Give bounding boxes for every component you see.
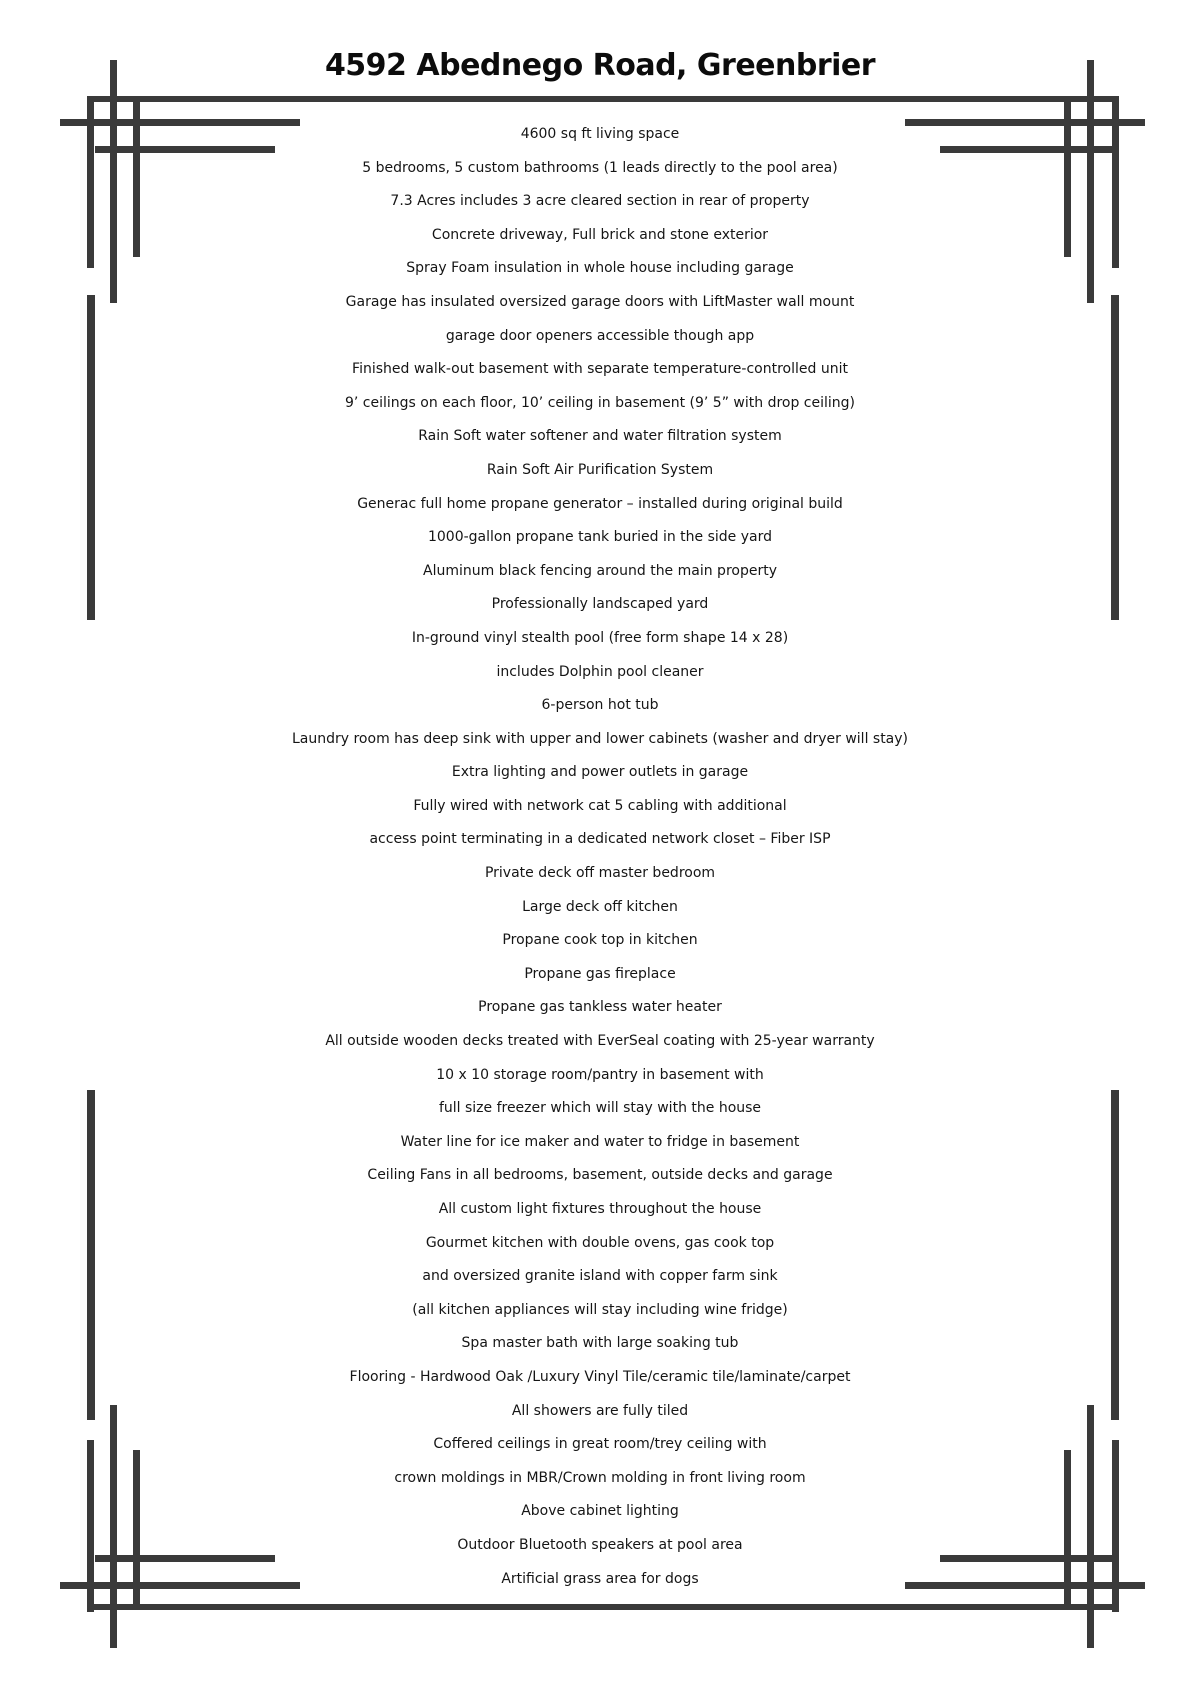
feature-line: All custom light fixtures throughout the house [438, 1201, 762, 1217]
feature-line: 1000-gallon propane tank buried in the side yard [427, 529, 772, 546]
feature-line: access point terminating in a dedicated network closet – Fiber ISP [369, 831, 831, 848]
feature-line: Rain Soft Air Purification System [486, 461, 714, 478]
feature-line: Gourmet kitchen with double ovens, gas cook top [425, 1234, 775, 1251]
feature-line: 5 bedrooms, 5 custom bathrooms (1 leads directly to the pool area) [362, 159, 838, 176]
feature-line: Outdoor Bluetooth speakers at pool area [457, 1536, 743, 1553]
feature-line: crown moldings in MBR/Crown molding in front living room [394, 1469, 806, 1486]
feature-line: Propane gas fireplace [524, 965, 676, 982]
feature-line: Flooring - Hardwood Oak /Luxury Vinyl Tile/ceramic tile/laminate/carpet [349, 1368, 851, 1385]
feature-line: Finished walk-out basement with separate temperature-controlled unit [352, 361, 848, 378]
feature-line: garage door openers accessible though app [445, 327, 755, 344]
feature-line: 9’ ceilings on each floor, 10’ ceiling in basement (9’ 5” with drop ceiling) [344, 394, 856, 411]
feature-line: In-ground vinyl stealth pool (free form shape 14 x 28) [411, 629, 789, 646]
feature-line: Rain Soft water softener and water filtration system [418, 428, 782, 445]
feature-line: 4600 sq ft living space [520, 126, 680, 142]
feature-line: All showers are fully tiled [511, 1402, 689, 1419]
feature-line: 7.3 Acres includes 3 acre cleared section in rear of property [390, 193, 810, 210]
feature-line: Fully wired with network cat 5 cabling with additional [413, 797, 787, 814]
feature-line: (all kitchen appliances will stay including wine fridge) [412, 1301, 788, 1318]
feature-line: and oversized granite island with copper farm sink [422, 1268, 778, 1285]
feature-line: Ceiling Fans in all bedrooms, basement, outside decks and garage [367, 1167, 833, 1184]
feature-line: Large deck off kitchen [522, 898, 678, 915]
feature-line: includes Dolphin pool cleaner [496, 663, 704, 680]
feature-line: Water line for ice maker and water to fridge in basement [400, 1133, 800, 1150]
feature-line: All outside wooden decks treated with EverSeal coating with 25-year warranty [325, 1033, 875, 1050]
feature-line: Private deck off master bedroom [484, 865, 716, 882]
feature-line: Generac full home propane generator – installed during original build [357, 495, 843, 512]
feature-line: Propane gas tankless water heater [478, 999, 722, 1016]
feature-list [0, 118, 1200, 1596]
feature-line: Aluminum black fencing around the main property [423, 562, 777, 579]
feature-line: Laundry room has deep sink with upper and lower cabinets (washer and dryer will stay) [291, 730, 909, 747]
feature-line: Spray Foam insulation in whole house including garage [406, 260, 794, 277]
feature-line: Garage has insulated oversized garage doors with LiftMaster wall mount [345, 293, 855, 310]
feature-line: Extra lighting and power outlets in garage [451, 764, 749, 781]
feature-line: Spa master bath with large soaking tub [461, 1335, 739, 1352]
feature-line: 10 x 10 storage room/pantry in basement with [436, 1066, 764, 1083]
feature-line: Propane cook top in kitchen [502, 932, 698, 949]
feature-line: 6-person hot tub [541, 697, 659, 714]
feature-line: full size freezer which will stay with the house [438, 1100, 762, 1117]
feature-line: Coffered ceilings in great room/trey ceiling with [433, 1436, 767, 1453]
feature-line: Above cabinet lighting [521, 1503, 679, 1520]
property-address-title: 4592 Abednego Road, Greenbrier [324, 48, 876, 83]
feature-line: Professionally landscaped yard [491, 596, 709, 613]
feature-line: Artificial grass area for dogs [501, 1570, 699, 1587]
feature-line: Concrete driveway, Full brick and stone exterior [431, 226, 769, 243]
